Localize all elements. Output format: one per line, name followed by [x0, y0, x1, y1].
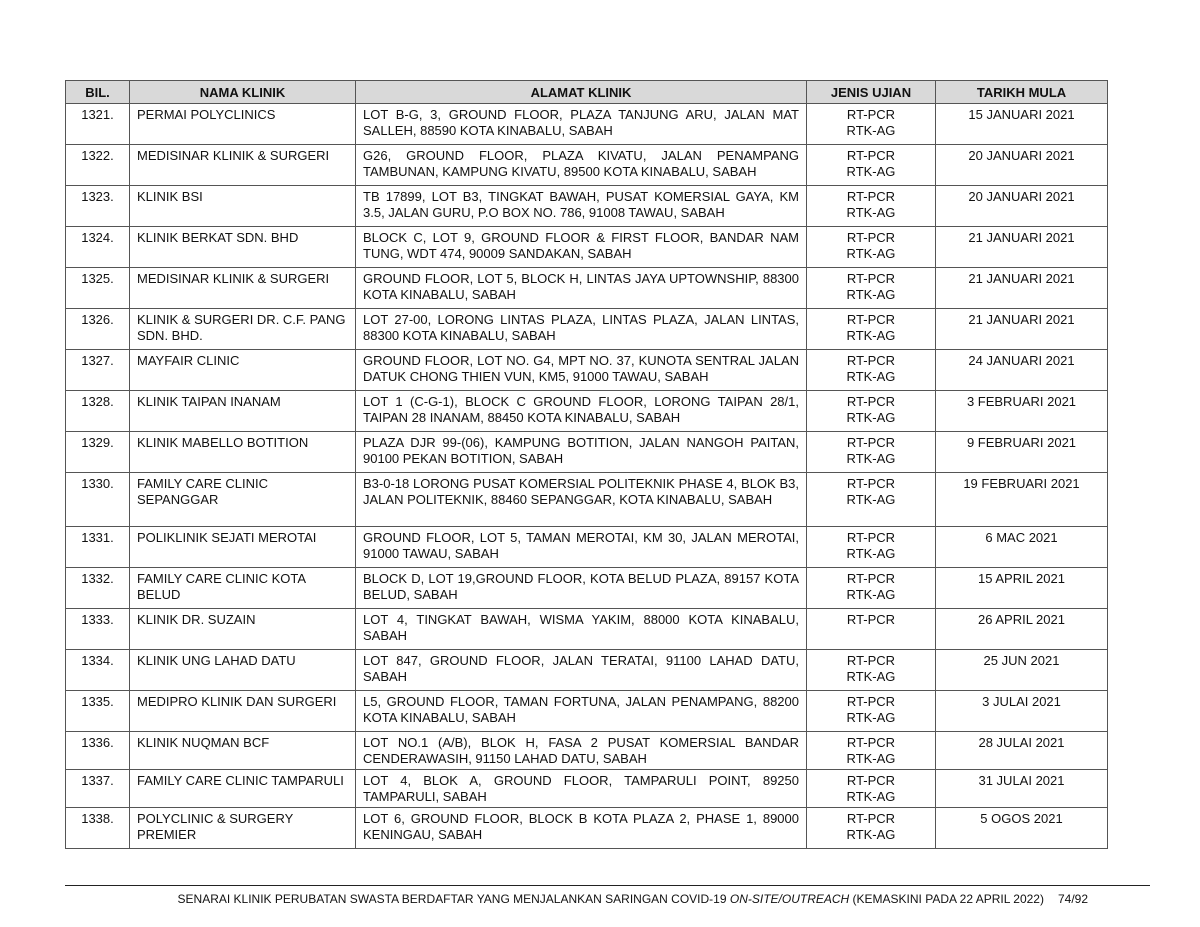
row-tarikh-mula: 25 JUN 2021: [936, 650, 1108, 691]
row-tarikh-mula: 9 FEBRUARI 2021: [936, 432, 1108, 473]
test-type-label: RTK-AG: [846, 369, 896, 384]
table-row: [66, 770, 1108, 808]
test-type-label: RTK-AG: [846, 827, 896, 842]
test-type-label: RT-PCR: [846, 148, 896, 163]
page-footer: [0, 892, 1088, 906]
header-alamat-klinik: ALAMAT KLINIK: [356, 81, 807, 104]
row-tarikh-mula: 15 JANUARI 2021: [936, 104, 1108, 145]
test-type-label: RT-PCR: [846, 312, 896, 327]
row-alamat-klinik: TB 17899, LOT B3, TINGKAT BAWAH, PUSAT KOMERSIAL GAYA, KM 3.5, JALAN GURU, P.O BOX NO. 786, 91008 TAWAU, SABAH: [356, 186, 807, 227]
table-row: [66, 473, 1108, 527]
header-bil: BIL.: [66, 81, 130, 104]
row-nama-klinik: MAYFAIR CLINIC: [130, 350, 356, 391]
row-alamat-klinik: LOT 4, TINGKAT BAWAH, WISMA YAKIM, 88000 KOTA KINABALU, SABAH: [356, 609, 807, 650]
test-type-label: RT-PCR: [846, 811, 896, 826]
row-tarikh-mula: 26 APRIL 2021: [936, 609, 1108, 650]
row-alamat-klinik: BLOCK D, LOT 19,GROUND FLOOR, KOTA BELUD PLAZA, 89157 KOTA BELUD, SABAH: [356, 568, 807, 609]
row-jenis-ujian: [807, 568, 936, 609]
table-row: [66, 808, 1108, 849]
row-jenis-ujian: [807, 104, 936, 145]
row-alamat-klinik: LOT 27-00, LORONG LINTAS PLAZA, LINTAS PLAZA, JALAN LINTAS, 88300 KOTA KINABALU, SABAH: [356, 309, 807, 350]
row-alamat-klinik: LOT B-G, 3, GROUND FLOOR, PLAZA TANJUNG ARU, JALAN MAT SALLEH, 88590 KOTA KINABALU, SABAH: [356, 104, 807, 145]
table-row: [66, 527, 1108, 568]
test-type-label: RTK-AG: [846, 164, 896, 179]
row-alamat-klinik: L5, GROUND FLOOR, TAMAN FORTUNA, JALAN PENAMPANG, 88200 KOTA KINABALU, SABAH: [356, 691, 807, 732]
row-tarikh-mula: 20 JANUARI 2021: [936, 145, 1108, 186]
row-bil: 1326.: [66, 309, 130, 350]
row-nama-klinik: POLIKLINIK SEJATI MEROTAI: [130, 527, 356, 568]
test-type-label: RTK-AG: [846, 789, 896, 804]
table-row: [66, 227, 1108, 268]
test-type-label: RT-PCR: [846, 653, 896, 668]
row-tarikh-mula: 19 FEBRUARI 2021: [936, 473, 1108, 527]
header-jenis-ujian: JENIS UJIAN: [807, 81, 936, 104]
row-alamat-klinik: G26, GROUND FLOOR, PLAZA KIVATU, JALAN PENAMPANG TAMBUNAN, KAMPUNG KIVATU, 89500 KOTA KINABALU, SABAH: [356, 145, 807, 186]
table-row: [66, 650, 1108, 691]
row-alamat-klinik: LOT 4, BLOK A, GROUND FLOOR, TAMPARULI POINT, 89250 TAMPARULI, SABAH: [356, 770, 807, 808]
clinic-table: [65, 80, 1108, 849]
test-type-label: RTK-AG: [846, 205, 896, 220]
row-nama-klinik: KLINIK UNG LAHAD DATU: [130, 650, 356, 691]
test-type-label: RT-PCR: [846, 189, 896, 204]
row-jenis-ujian: [807, 432, 936, 473]
row-tarikh-mula: 6 MAC 2021: [936, 527, 1108, 568]
row-bil: 1322.: [66, 145, 130, 186]
row-alamat-klinik: B3-0-18 LORONG PUSAT KOMERSIAL POLITEKNIK PHASE 4, BLOK B3, JALAN POLITEKNIK, 88460 SEPANGGAR, KOTA KINABALU, SABAH: [356, 473, 807, 527]
table-row: [66, 432, 1108, 473]
row-jenis-ujian: [807, 145, 936, 186]
row-nama-klinik: FAMILY CARE CLINIC KOTA BELUD: [130, 568, 356, 609]
row-bil: 1332.: [66, 568, 130, 609]
footer-title: SENARAI KLINIK PERUBATAN SWASTA BERDAFTAR YANG MENJALANKAN SARINGAN COVID-19 ON-SITE/OUTREACH (KEMASKINI PADA 22 APRIL 2022): [177, 892, 1044, 906]
row-bil: 1330.: [66, 473, 130, 527]
row-tarikh-mula: 21 JANUARI 2021: [936, 268, 1108, 309]
row-bil: 1321.: [66, 104, 130, 145]
row-nama-klinik: KLINIK BSI: [130, 186, 356, 227]
row-nama-klinik: FAMILY CARE CLINIC SEPANGGAR: [130, 473, 356, 527]
footer-divider: [65, 885, 1150, 886]
row-tarikh-mula: 5 OGOS 2021: [936, 808, 1108, 849]
test-type-label: RTK-AG: [846, 123, 896, 138]
page-number: 74/92: [1057, 892, 1088, 906]
row-nama-klinik: KLINIK MABELLO BOTITION: [130, 432, 356, 473]
table-row: [66, 568, 1108, 609]
row-nama-klinik: KLINIK NUQMAN BCF: [130, 732, 356, 770]
row-nama-klinik: MEDIPRO KLINIK DAN SURGERI: [130, 691, 356, 732]
table-row: [66, 104, 1108, 145]
row-bil: 1325.: [66, 268, 130, 309]
test-type-label: RT-PCR: [846, 353, 896, 368]
row-jenis-ujian: [807, 527, 936, 568]
row-alamat-klinik: GROUND FLOOR, LOT 5, BLOCK H, LINTAS JAYA UPTOWNSHIP, 88300 KOTA KINABALU, SABAH: [356, 268, 807, 309]
row-jenis-ujian: [807, 227, 936, 268]
row-jenis-ujian: [807, 186, 936, 227]
row-nama-klinik: KLINIK TAIPAN INANAM: [130, 391, 356, 432]
row-bil: 1335.: [66, 691, 130, 732]
test-type-label: RTK-AG: [846, 410, 896, 425]
row-alamat-klinik: PLAZA DJR 99-(06), KAMPUNG BOTITION, JALAN NANGOH PAITAN, 90100 PEKAN BOTITION, SABAH: [356, 432, 807, 473]
header-nama-klinik: NAMA KLINIK: [130, 81, 356, 104]
row-jenis-ujian: [807, 309, 936, 350]
test-type-label: RT-PCR: [846, 435, 896, 450]
row-tarikh-mula: 15 APRIL 2021: [936, 568, 1108, 609]
table-row: [66, 350, 1108, 391]
row-bil: 1333.: [66, 609, 130, 650]
test-type-label: RTK-AG: [846, 287, 896, 302]
row-nama-klinik: MEDISINAR KLINIK & SURGERI: [130, 268, 356, 309]
row-bil: 1336.: [66, 732, 130, 770]
row-tarikh-mula: 31 JULAI 2021: [936, 770, 1108, 808]
row-tarikh-mula: 3 JULAI 2021: [936, 691, 1108, 732]
row-jenis-ujian: [807, 473, 936, 527]
row-jenis-ujian: [807, 391, 936, 432]
row-jenis-ujian: [807, 732, 936, 770]
table-row: [66, 609, 1108, 650]
table-row: [66, 391, 1108, 432]
row-alamat-klinik: LOT 6, GROUND FLOOR, BLOCK B KOTA PLAZA 2, PHASE 1, 89000 KENINGAU, SABAH: [356, 808, 807, 849]
row-alamat-klinik: GROUND FLOOR, LOT 5, TAMAN MEROTAI, KM 30, JALAN MEROTAI, 91000 TAWAU, SABAH: [356, 527, 807, 568]
test-type-label: RTK-AG: [846, 451, 896, 466]
table-row: [66, 691, 1108, 732]
test-type-label: RTK-AG: [846, 710, 896, 725]
test-type-label: RT-PCR: [846, 735, 896, 750]
table-row: [66, 268, 1108, 309]
test-type-label: RTK-AG: [846, 751, 896, 766]
row-alamat-klinik: GROUND FLOOR, LOT NO. G4, MPT NO. 37, KUNOTA SENTRAL JALAN DATUK CHONG THIEN VUN, KM5, 91000 TAWAU, SABAH: [356, 350, 807, 391]
test-type-label: RT-PCR: [846, 107, 896, 122]
row-bil: 1337.: [66, 770, 130, 808]
test-type-label: RT-PCR: [846, 773, 896, 788]
row-bil: 1323.: [66, 186, 130, 227]
row-tarikh-mula: 24 JANUARI 2021: [936, 350, 1108, 391]
table-row: [66, 309, 1108, 350]
row-tarikh-mula: 21 JANUARI 2021: [936, 309, 1108, 350]
test-type-label: RTK-AG: [846, 587, 896, 602]
row-alamat-klinik: LOT 847, GROUND FLOOR, JALAN TERATAI, 91100 LAHAD DATU, SABAH: [356, 650, 807, 691]
row-jenis-ujian: [807, 268, 936, 309]
header-tarikh-mula: TARIKH MULA: [936, 81, 1108, 104]
test-type-label: RT-PCR: [846, 612, 896, 627]
row-alamat-klinik: LOT NO.1 (A/B), BLOK H, FASA 2 PUSAT KOMERSIAL BANDAR CENDERAWASIH, 91150 LAHAD DATU, SABAH: [356, 732, 807, 770]
row-bil: 1334.: [66, 650, 130, 691]
row-nama-klinik: MEDISINAR KLINIK & SURGERI: [130, 145, 356, 186]
row-bil: 1327.: [66, 350, 130, 391]
row-jenis-ujian: [807, 650, 936, 691]
test-type-label: RT-PCR: [846, 571, 896, 586]
test-type-label: RTK-AG: [846, 246, 896, 261]
row-tarikh-mula: 28 JULAI 2021: [936, 732, 1108, 770]
row-tarikh-mula: 21 JANUARI 2021: [936, 227, 1108, 268]
test-type-label: RT-PCR: [846, 271, 896, 286]
test-type-label: RTK-AG: [846, 492, 896, 507]
row-alamat-klinik: LOT 1 (C-G-1), BLOCK C GROUND FLOOR, LORONG TAIPAN 28/1, TAIPAN 28 INANAM, 88450 KOTA KINABALU, SABAH: [356, 391, 807, 432]
row-tarikh-mula: 20 JANUARI 2021: [936, 186, 1108, 227]
table-row: [66, 145, 1108, 186]
row-jenis-ujian: [807, 609, 936, 650]
test-type-label: RT-PCR: [846, 694, 896, 709]
row-nama-klinik: KLINIK & SURGERI DR. C.F. PANG SDN. BHD.: [130, 309, 356, 350]
row-jenis-ujian: [807, 350, 936, 391]
row-nama-klinik: KLINIK BERKAT SDN. BHD: [130, 227, 356, 268]
row-bil: 1331.: [66, 527, 130, 568]
row-tarikh-mula: 3 FEBRUARI 2021: [936, 391, 1108, 432]
row-jenis-ujian: [807, 691, 936, 732]
table-body: [66, 104, 1108, 849]
row-nama-klinik: POLYCLINIC & SURGERY PREMIER: [130, 808, 356, 849]
test-type-label: RT-PCR: [846, 476, 896, 491]
row-bil: 1329.: [66, 432, 130, 473]
test-type-label: RTK-AG: [846, 328, 896, 343]
row-bil: 1324.: [66, 227, 130, 268]
table-row: [66, 732, 1108, 770]
row-bil: 1328.: [66, 391, 130, 432]
test-type-label: RT-PCR: [846, 530, 896, 545]
test-type-label: RTK-AG: [846, 669, 896, 684]
row-bil: 1338.: [66, 808, 130, 849]
row-jenis-ujian: [807, 808, 936, 849]
row-alamat-klinik: BLOCK C, LOT 9, GROUND FLOOR & FIRST FLOOR, BANDAR NAM TUNG, WDT 474, 90009 SANDAKAN, SABAH: [356, 227, 807, 268]
table-row: [66, 186, 1108, 227]
row-jenis-ujian: [807, 770, 936, 808]
row-nama-klinik: PERMAI POLYCLINICS: [130, 104, 356, 145]
row-nama-klinik: KLINIK DR. SUZAIN: [130, 609, 356, 650]
table-header-row: [66, 81, 1108, 104]
test-type-label: RTK-AG: [846, 546, 896, 561]
test-type-label: RT-PCR: [846, 230, 896, 245]
row-nama-klinik: FAMILY CARE CLINIC TAMPARULI: [130, 770, 356, 808]
test-type-label: RT-PCR: [846, 394, 896, 409]
